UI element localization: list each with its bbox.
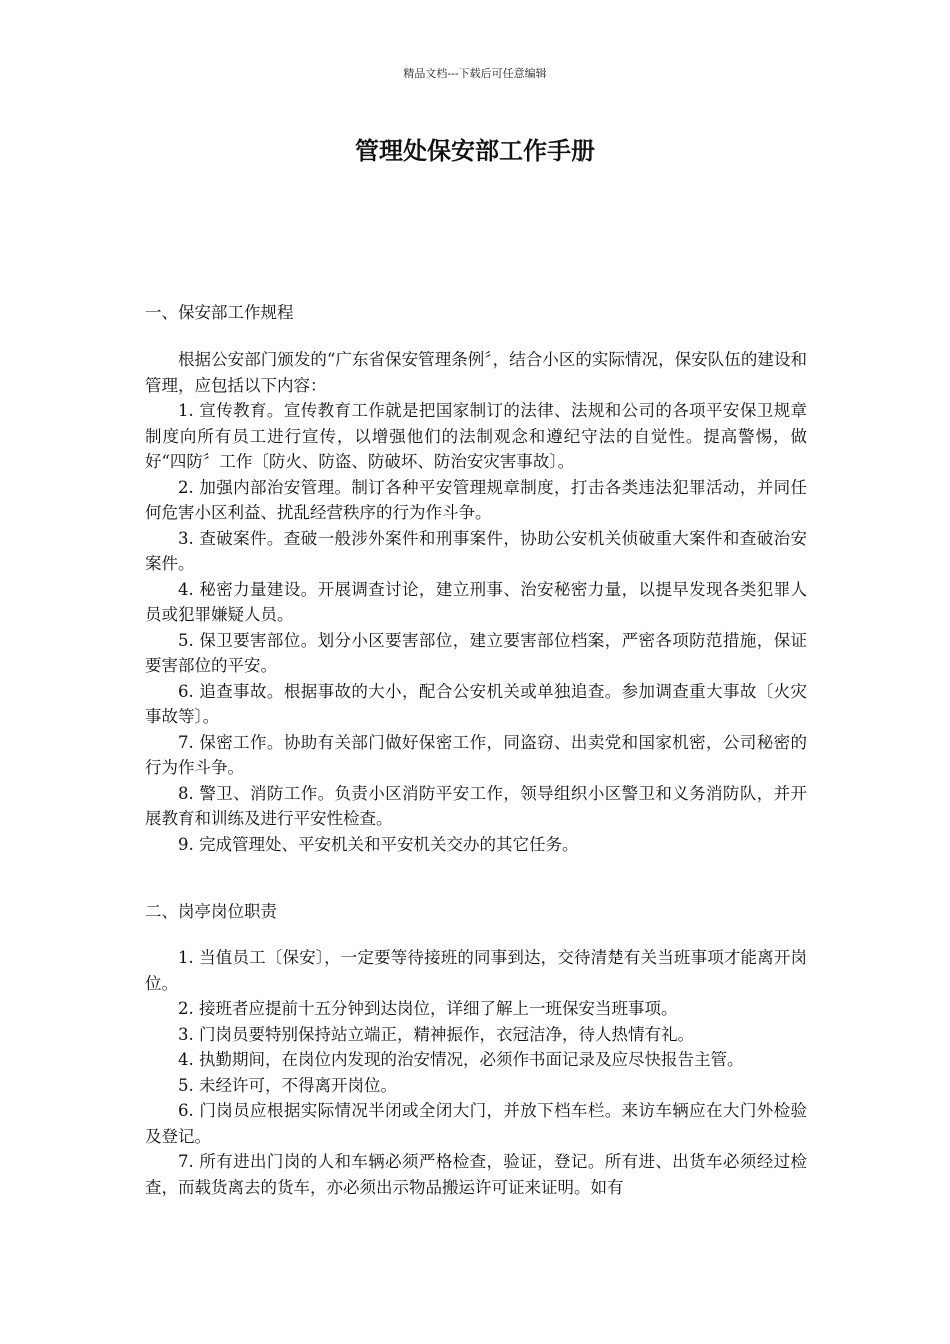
list-item: 3. 门岗员要特别保持站立端正，精神振作，衣冠洁净，待人热情有礼。 [178, 1024, 694, 1044]
list-item: 4. 执勤期间，在岗位内发现的治安情况，必须作书面记录及应尽快报告主管。 [178, 1050, 744, 1069]
list-item: 1. 宣传教育。宣传教育工作就是把国家制订的法律、法规和公司的各项平安保卫规章制度向所有员工进行宣传，以增强他们的法制观念和遵纪守法的自觉性。提高警惕，做好“四防〞工作〔防火、防盗、防破坏、防治安灾害事故〕。 [145, 401, 807, 471]
list-item: 5. 未经许可，不得离开岗位。 [178, 1075, 397, 1095]
header-note: 精品文档---下载后可任意编辑 [403, 67, 547, 80]
list-item: 9. 完成管理处、平安机关和平安机关交办的其它任务。 [178, 834, 579, 854]
list-item: 8. 警卫、消防工作。负责小区消防平安工作，领导组织小区警卫和义务消防队，并开展教育和训练及进行平安性检查。 [145, 783, 807, 828]
document-title: 管理处保安部工作手册 [355, 136, 595, 165]
list-item: 6. 追查事故。根据事故的大小，配合公安机关或单独追查。参加调查重大事故〔火灾事故等〕。 [145, 681, 807, 726]
paragraph: 根据公安部门颁发的“广东省保安管理条例〞，结合小区的实际情况，保安队伍的建设和管理，应包括以下内容： [145, 350, 807, 395]
section-body-work-rules [145, 347, 807, 857]
section-heading-work-rules: 一、保安部工作规程 [145, 303, 294, 322]
list-item: 2. 接班者应提前十五分钟到达岗位，详细了解上一班保安当班事项。 [178, 999, 678, 1018]
list-item: 7. 保密工作。协助有关部门做好保密工作，同盗窃、出卖党和国家机密，公司秘密的行为作斗争。 [145, 732, 807, 777]
list-item: 2. 加强内部治安管理。制订各种平安管理规章制度，打击各类违法犯罪活动，并同任何危害小区利益、扰乱经营秩序的行为作斗争。 [145, 477, 807, 522]
list-item: 6. 门岗员应根据实际情况半闭或全闭大门，并放下档车栏。来访车辆应在大门外检验及登记。 [145, 1101, 807, 1146]
list-item: 7. 所有进出门岗的人和车辆必须严格检查，验证，登记。所有进、出货车必须经过检查，而载货离去的货车，亦必须出示物品搬运许可证来证明。如有 [145, 1152, 807, 1197]
list-item: 3. 查破案件。查破一般涉外案件和刑事案件，协助公安机关侦破重大案件和查破治安案件。 [145, 528, 807, 573]
list-item: 4. 秘密力量建设。开展调查讨论，建立刑事、治安秘密力量，以提早发现各类犯罪人员或犯罪嫌疑人员。 [145, 579, 807, 624]
section-body-post-duties [145, 945, 807, 1200]
list-item: 5. 保卫要害部位。划分小区要害部位，建立要害部位档案，严密各项防范措施，保证要害部位的平安。 [145, 630, 807, 675]
section-heading-post-duties: 二、岗亭岗位职责 [145, 902, 277, 921]
list-item: 1. 当值员工〔保安〕，一定要等待接班的同事到达，交待清楚有关当班事项才能离开岗位。 [145, 948, 807, 993]
